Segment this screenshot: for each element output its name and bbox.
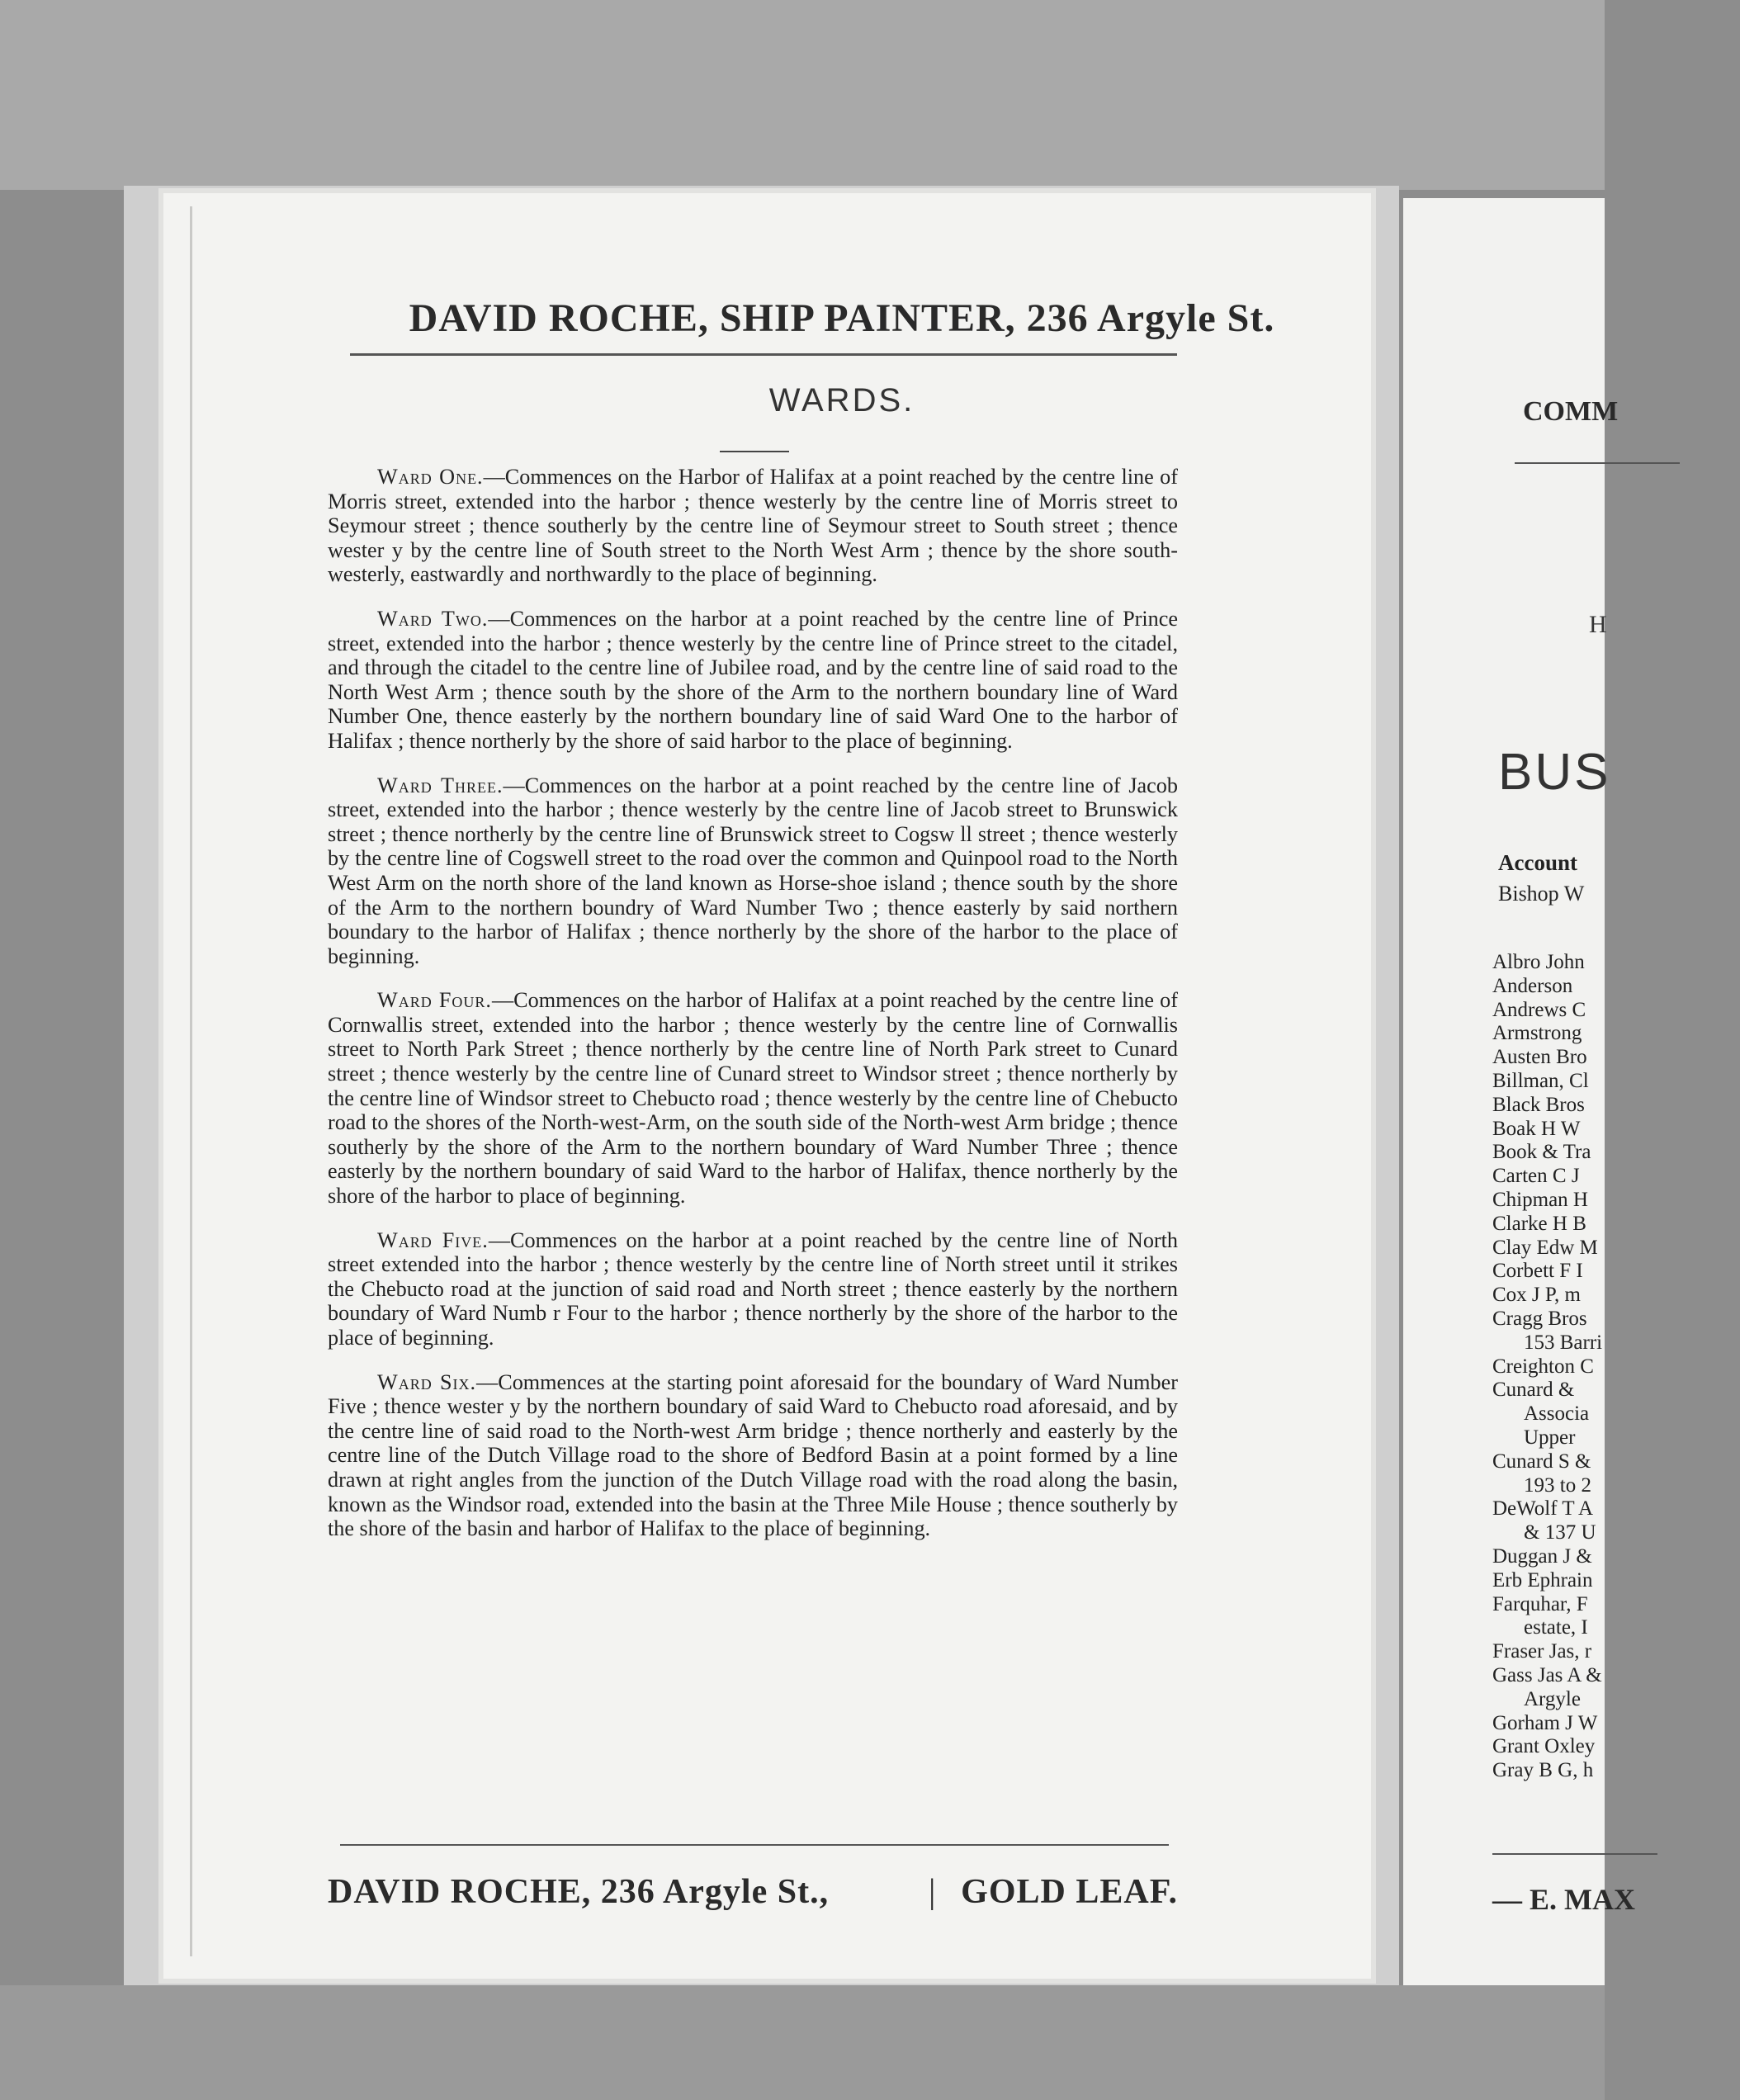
footer-rule bbox=[340, 1844, 1169, 1846]
right-page bbox=[1403, 198, 1635, 1989]
ward-name: Ward Three. bbox=[377, 773, 504, 797]
ward-paragraph bbox=[328, 988, 1178, 1208]
directory-entry: Fraser Jas, r bbox=[1492, 1640, 1592, 1663]
left-page bbox=[158, 188, 1376, 1984]
directory-entry: & 137 U bbox=[1524, 1521, 1596, 1544]
footer-left-text: DAVID ROCHE, 236 Argyle St., bbox=[328, 1873, 830, 1911]
directory-entry: Armstrong bbox=[1492, 1022, 1582, 1045]
directory-entry: Gray B G, h bbox=[1492, 1759, 1594, 1782]
directory-entry: Boak H W bbox=[1492, 1117, 1581, 1140]
directory-entry: Chipman H bbox=[1492, 1188, 1588, 1211]
ward-paragraph bbox=[328, 1228, 1178, 1350]
directory-entry: Associa bbox=[1524, 1402, 1590, 1426]
ward-name: Ward Four. bbox=[377, 988, 492, 1013]
directory-entry: Clay Edw M bbox=[1492, 1236, 1598, 1259]
section-title: WARDS. bbox=[768, 382, 915, 419]
ward-name: Ward Two. bbox=[377, 606, 489, 631]
directory-entry: Duggan J & bbox=[1492, 1544, 1592, 1568]
background-bottom bbox=[0, 1985, 1605, 2100]
ward-description: —Commences on the Harbor of Halifax at a point reached by the centre line of Morris street, extended into the harbor ; thence westerly by the centre line of Morris street to Seymour street ; thence southerly by the centre line of Seymour street to South street ; thence wester y by the centre line of South street to the North West Arm ; thence by the shore south-westerly, eastwardly and northwardly to the place of beginning. bbox=[328, 465, 1178, 587]
right-footer-rule bbox=[1492, 1853, 1657, 1855]
directory-entry: Upper bbox=[1524, 1426, 1576, 1449]
advertisement-header: DAVID ROCHE, SHIP PAINTER, 236 Argyle St. bbox=[409, 296, 1275, 340]
right-page-header: COMM bbox=[1523, 396, 1619, 427]
directory-entry: Clarke H B bbox=[1492, 1212, 1586, 1235]
directory-entry: Corbett F I bbox=[1492, 1260, 1583, 1283]
directory-entry: Albro John bbox=[1492, 951, 1585, 973]
ward-name: Ward One. bbox=[377, 465, 484, 489]
directory-entry: Gorham J W bbox=[1492, 1711, 1598, 1734]
wards-body bbox=[328, 465, 1178, 1561]
directory-entry: estate, I bbox=[1524, 1616, 1588, 1639]
directory-entry: Black Bros bbox=[1492, 1093, 1585, 1116]
right-page-subheading: Account bbox=[1498, 850, 1577, 875]
ward-paragraph bbox=[328, 773, 1178, 969]
directory-entry: Creighton C bbox=[1492, 1355, 1594, 1378]
directory-entry: Andrews C bbox=[1492, 998, 1586, 1021]
title-rule bbox=[720, 451, 789, 452]
directory-entry: Cragg Bros bbox=[1492, 1307, 1587, 1330]
ward-paragraph bbox=[328, 607, 1178, 754]
directory-entry: DeWolf T A bbox=[1492, 1497, 1594, 1521]
directory-entry: Argyle bbox=[1524, 1687, 1581, 1710]
directory-entry: Cox J P, m bbox=[1492, 1284, 1581, 1307]
directory-entry: 193 to 2 bbox=[1524, 1473, 1591, 1497]
directory-entry: Billman, Cl bbox=[1492, 1069, 1589, 1092]
directory-entry: Book & Tra bbox=[1492, 1141, 1591, 1164]
right-page-footer: — E. MAX bbox=[1492, 1883, 1635, 1916]
ward-description: —Commences on the harbor at a point reached by the centre line of Prince street, extended into the harbor ; thence westerly by the centre line of Prince street to the citadel, and through the citadel to the centre line of Jubilee road, and by the centre line of said road to the North West Arm ; thence south by the shore of the Arm to the northern boundary line of Ward Number One, thence easterly by the northern boundary line of said Ward One to the harbor of Halifax ; thence northerly by the shore of said harbor to the place of beginning. bbox=[328, 606, 1178, 753]
directory-entry: Farquhar, F bbox=[1492, 1592, 1588, 1615]
directory-entry: Grant Oxley bbox=[1492, 1735, 1596, 1758]
ward-paragraph bbox=[328, 465, 1178, 587]
directory-entry: Carten C J bbox=[1492, 1165, 1580, 1188]
right-page-letter: H bbox=[1589, 611, 1607, 638]
right-page-entry-first: Bishop W bbox=[1498, 882, 1585, 906]
footer-right-text: GOLD LEAF. bbox=[961, 1873, 1178, 1911]
directory-entry: 153 Barri bbox=[1524, 1331, 1603, 1354]
ward-paragraph bbox=[328, 1370, 1178, 1541]
right-page-heading: BUS bbox=[1498, 744, 1611, 801]
directory-list bbox=[1492, 951, 1740, 1783]
ward-name: Ward Six. bbox=[377, 1369, 477, 1394]
directory-entry: Cunard S & bbox=[1492, 1450, 1591, 1473]
ward-description: —Commences at the starting point aforesaid for the boundary of Ward Number Five ; thence wester y by the northern boundary of said Ward to Chebucto road aforesaid, and by the centre line of said road to the North-west Arm bridge ; thence northerly and easterly by the centre line of the Dutch Village road to the shore of Bedford Basin at a point formed by a line drawn at right angles from the junction of the Dutch Village road with the road along the basin, known as the Windsor road, extended into the basin at the Three Mile House ; thence southerly by the shore of the basin and harbor of Halifax to the place of beginning. bbox=[328, 1369, 1178, 1541]
ward-name: Ward Five. bbox=[377, 1227, 489, 1252]
footer-separator: | bbox=[929, 1873, 937, 1911]
background-top bbox=[0, 0, 1605, 190]
header-rule bbox=[350, 353, 1177, 356]
ward-description: —Commences on the harbor at a point reached by the centre line of North street extended into the harbor ; thence westerly by the centre line of North street until it strikes the Chebucto road at the junction of said road and North street ; thence easterly by the northern boundary of Ward Numb r Four to the harbor ; thence northerly by the shore of the harbor to the place of beginning. bbox=[328, 1227, 1178, 1350]
directory-entry: Anderson bbox=[1492, 974, 1573, 997]
ward-description: —Commences on the harbor of Halifax at a point reached by the centre line of Cornwallis street, extended into the harbor ; thence westerly by the centre line of Cornwallis street to North Park Street ; thence northerly by the centre line of North Park street to Cunard street ; thence westerly by the centre line of Cunard street to Windsor street ; thence northerly by the centre line of Windsor street to Chebucto road ; thence westerly by the centre line of Chebucto road to the shores of the North-west-Arm, on the south side of the North-west Arm bridge ; thence southerly by the shore of the Arm to the northern boundary of Ward Number Three ; thence easterly by the northern boundary of said Ward to the harbor of Halifax, thence northerly by the shore of the harbor to place of beginning. bbox=[328, 988, 1178, 1208]
ward-description: —Commences on the harbor at a point reached by the centre line of Jacob street, extended into the harbor ; thence westerly by the centre line of Jacob street to Brunswick street ; thence northerly by the centre line of Brunswick street to Cogsw ll street ; thence westerly by the centre line of Cogswell street to the road over the common and Quinpool road to the North West Arm on the north shore of the land known as Horse-shoe island ; thence south by the shore of the Arm to the northern boundry of Ward Number Two ; thence easterly by said northern boundary to the harbor of Halifax ; thence northerly by the shore of the harbor to the place of beginning. bbox=[328, 773, 1178, 968]
right-header-rule bbox=[1515, 462, 1680, 464]
directory-entry: Erb Ephrain bbox=[1492, 1568, 1593, 1592]
directory-entry: Cunard & bbox=[1492, 1379, 1575, 1402]
directory-entry: Gass Jas A & bbox=[1492, 1663, 1602, 1686]
directory-entry: Austen Bro bbox=[1492, 1046, 1587, 1069]
